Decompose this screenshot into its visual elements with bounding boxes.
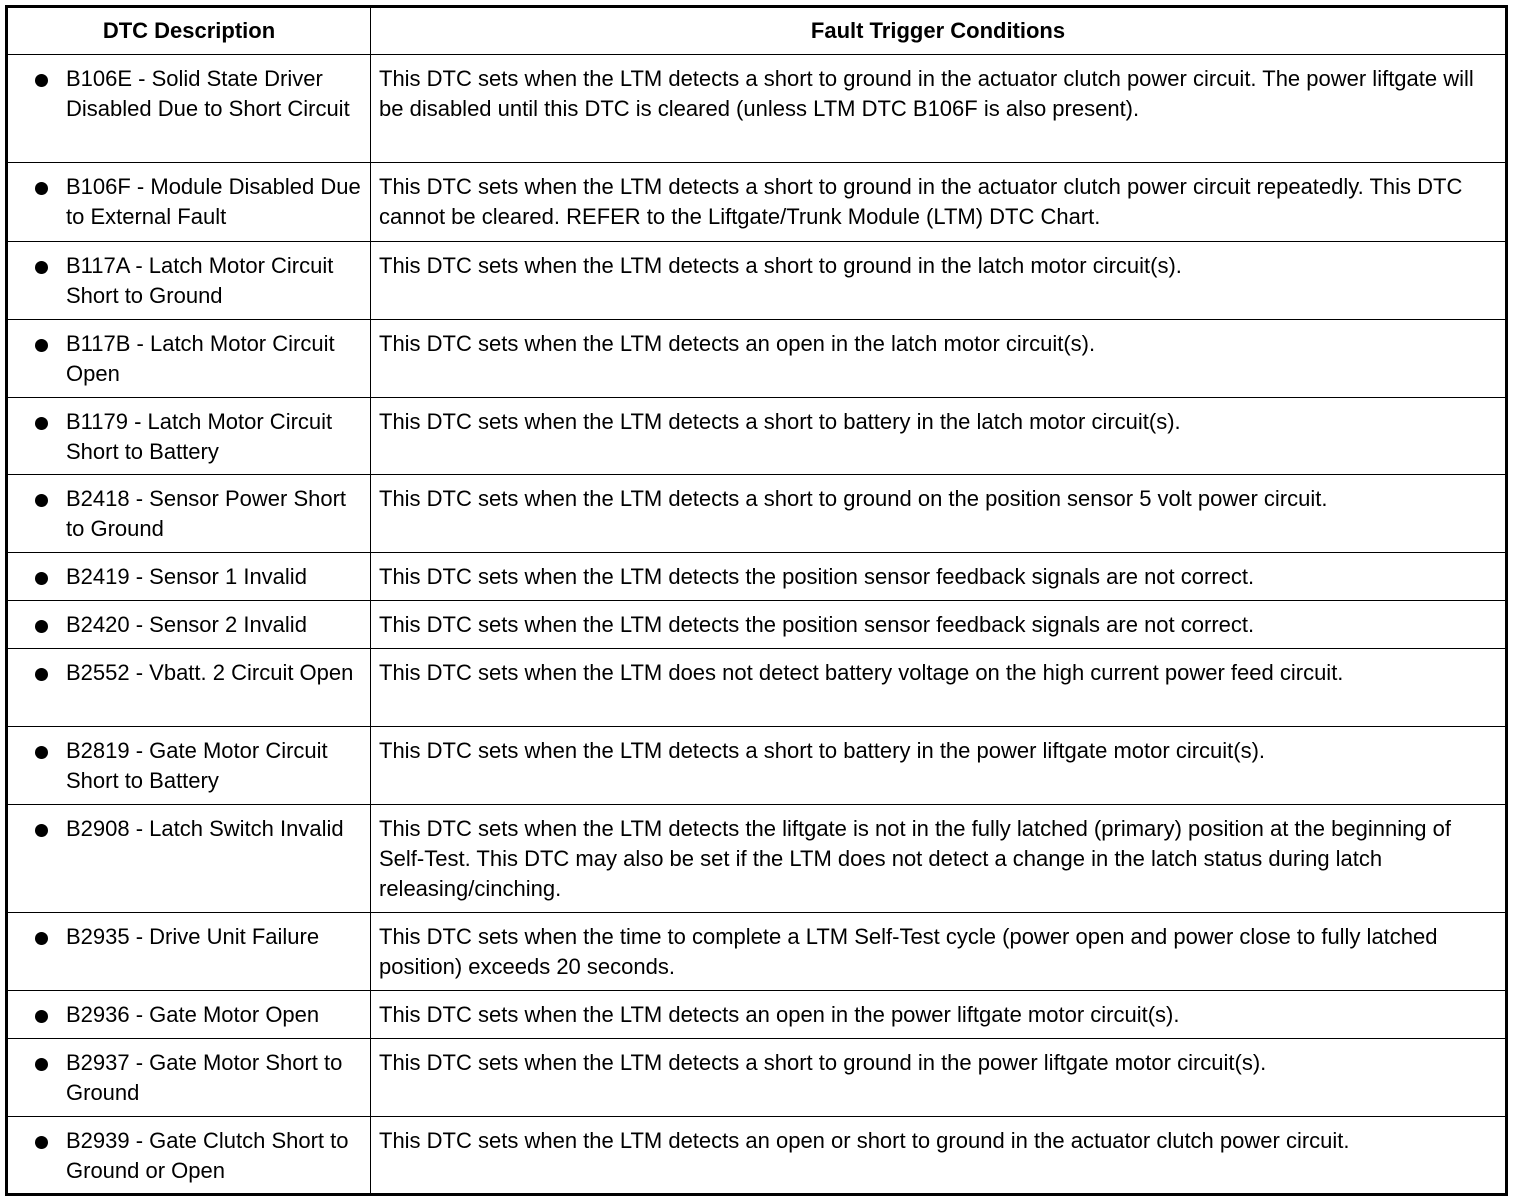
dtc-description-cell (7, 601, 371, 649)
fault-condition: This DTC sets when the LTM detects the position sensor feedback signals are not correct. (379, 564, 1255, 589)
dtc-description-cell (7, 913, 371, 991)
fault-condition-cell (371, 601, 1507, 649)
header-row (7, 7, 1507, 55)
table-row (7, 1117, 1507, 1195)
dtc-description: B117A - Latch Motor Circuit Short to Ground (66, 253, 334, 308)
fault-condition: This DTC sets when the LTM detects the liftgate is not in the fully latched (primary) position at the beginning of Self-Test. This DTC may also be set if the LTM does not detect a change in the latch status during latch releasing/cinching. (379, 816, 1452, 901)
bullet-icon (35, 824, 48, 837)
dtc-description-cell (7, 553, 371, 601)
dtc-description-cell (7, 55, 371, 163)
dtc-description-cell (7, 727, 371, 805)
table-row (7, 649, 1507, 727)
bullet-icon (35, 494, 48, 507)
bullet-icon (35, 261, 48, 274)
bullet-icon (35, 1010, 48, 1023)
fault-condition-cell (371, 320, 1507, 398)
fault-condition: This DTC sets when the LTM detects a short to battery in the latch motor circuit(s). (379, 409, 1181, 434)
fault-condition: This DTC sets when the LTM detects a short to ground in the power liftgate motor circuit(s). (379, 1050, 1267, 1075)
dtc-description: B2936 - Gate Motor Open (66, 1002, 320, 1027)
fault-condition-cell (371, 55, 1507, 163)
fault-condition: This DTC sets when the LTM detects a short to ground on the position sensor 5 volt power circuit. (379, 486, 1328, 511)
table-row (7, 1039, 1507, 1117)
fault-condition: This DTC sets when the LTM detects a short to battery in the power liftgate motor circuit(s). (379, 738, 1266, 763)
table-row (7, 913, 1507, 991)
dtc-description-cell (7, 1039, 371, 1117)
table-row (7, 727, 1507, 805)
dtc-description-cell (7, 475, 371, 553)
fault-condition: This DTC sets when the LTM detects a short to ground in the actuator clutch power circuit repeatedly. This DTC cannot be cleared. REFER to the Liftgate/Trunk Module (LTM) DTC Chart. (379, 174, 1463, 229)
table-row (7, 163, 1507, 242)
fault-condition: This DTC sets when the LTM detects the position sensor feedback signals are not correct. (379, 612, 1255, 637)
bullet-icon (35, 339, 48, 352)
fault-condition-cell (371, 163, 1507, 242)
bullet-icon (35, 182, 48, 195)
fault-condition: This DTC sets when the LTM detects a short to ground in the actuator clutch power circuit. The power liftgate will be disabled until this DTC is cleared (unless LTM DTC B106F is also present). (379, 66, 1474, 121)
dtc-description: B2819 - Gate Motor Circuit Short to Battery (66, 738, 328, 793)
table-row (7, 242, 1507, 320)
table-row (7, 320, 1507, 398)
bullet-icon (35, 74, 48, 87)
bullet-icon (35, 746, 48, 759)
fault-condition: This DTC sets when the LTM does not detect battery voltage on the high current power feed circuit. (379, 660, 1344, 685)
dtc-description: B2418 - Sensor Power Short to Ground (66, 486, 347, 541)
dtc-description: B2420 - Sensor 2 Invalid (66, 612, 307, 637)
fault-condition-cell (371, 242, 1507, 320)
bullet-icon (35, 1058, 48, 1071)
fault-condition-cell (371, 727, 1507, 805)
fault-condition-cell (371, 1117, 1507, 1195)
dtc-description: B2419 - Sensor 1 Invalid (66, 564, 307, 589)
fault-condition-cell (371, 475, 1507, 553)
table-row (7, 805, 1507, 913)
fault-condition-cell (371, 1039, 1507, 1117)
table-row (7, 601, 1507, 649)
fault-condition: This DTC sets when the LTM detects an open in the latch motor circuit(s). (379, 331, 1096, 356)
dtc-description: B2935 - Drive Unit Failure (66, 924, 320, 949)
fault-condition-cell (371, 398, 1507, 475)
bullet-icon (35, 668, 48, 681)
dtc-description: B106F - Module Disabled Due to External Fault (66, 174, 361, 229)
dtc-description: B106E - Solid State Driver Disabled Due to Short Circuit (66, 66, 350, 121)
fault-condition-cell (371, 805, 1507, 913)
bullet-icon (35, 932, 48, 945)
fault-condition: This DTC sets when the LTM detects an open in the power liftgate motor circuit(s). (379, 1002, 1180, 1027)
dtc-description-cell (7, 1117, 371, 1195)
bullet-icon (35, 417, 48, 430)
dtc-description-cell (7, 805, 371, 913)
dtc-description: B2908 - Latch Switch Invalid (66, 816, 344, 841)
bullet-icon (35, 620, 48, 633)
dtc-description-cell (7, 398, 371, 475)
header-dtc-description: DTC Description (7, 7, 371, 55)
bullet-icon (35, 1136, 48, 1149)
fault-condition-cell (371, 649, 1507, 727)
dtc-table (5, 5, 1508, 1196)
fault-condition: This DTC sets when the time to complete a LTM Self-Test cycle (power open and power close to fully latched position) exceeds 20 seconds. (379, 924, 1438, 979)
bullet-icon (35, 572, 48, 585)
dtc-description: B2552 - Vbatt. 2 Circuit Open (66, 660, 354, 685)
fault-condition: This DTC sets when the LTM detects a short to ground in the latch motor circuit(s). (379, 253, 1182, 278)
dtc-description: B2937 - Gate Motor Short to Ground (66, 1050, 343, 1105)
dtc-description-cell (7, 649, 371, 727)
table-row (7, 553, 1507, 601)
dtc-description-cell (7, 242, 371, 320)
fault-condition-cell (371, 991, 1507, 1039)
dtc-description: B117B - Latch Motor Circuit Open (66, 331, 335, 386)
table-row (7, 398, 1507, 475)
table-row (7, 475, 1507, 553)
fault-condition-cell (371, 553, 1507, 601)
dtc-description: B1179 - Latch Motor Circuit Short to Battery (66, 409, 333, 464)
dtc-description: B2939 - Gate Clutch Short to Ground or Open (66, 1128, 349, 1183)
dtc-description-cell (7, 163, 371, 242)
dtc-description-cell (7, 320, 371, 398)
fault-condition-cell (371, 913, 1507, 991)
table-row (7, 991, 1507, 1039)
table-row (7, 55, 1507, 163)
fault-condition: This DTC sets when the LTM detects an open or short to ground in the actuator clutch power circuit. (379, 1128, 1350, 1153)
header-fault-trigger-conditions: Fault Trigger Conditions (371, 7, 1507, 55)
dtc-description-cell (7, 991, 371, 1039)
